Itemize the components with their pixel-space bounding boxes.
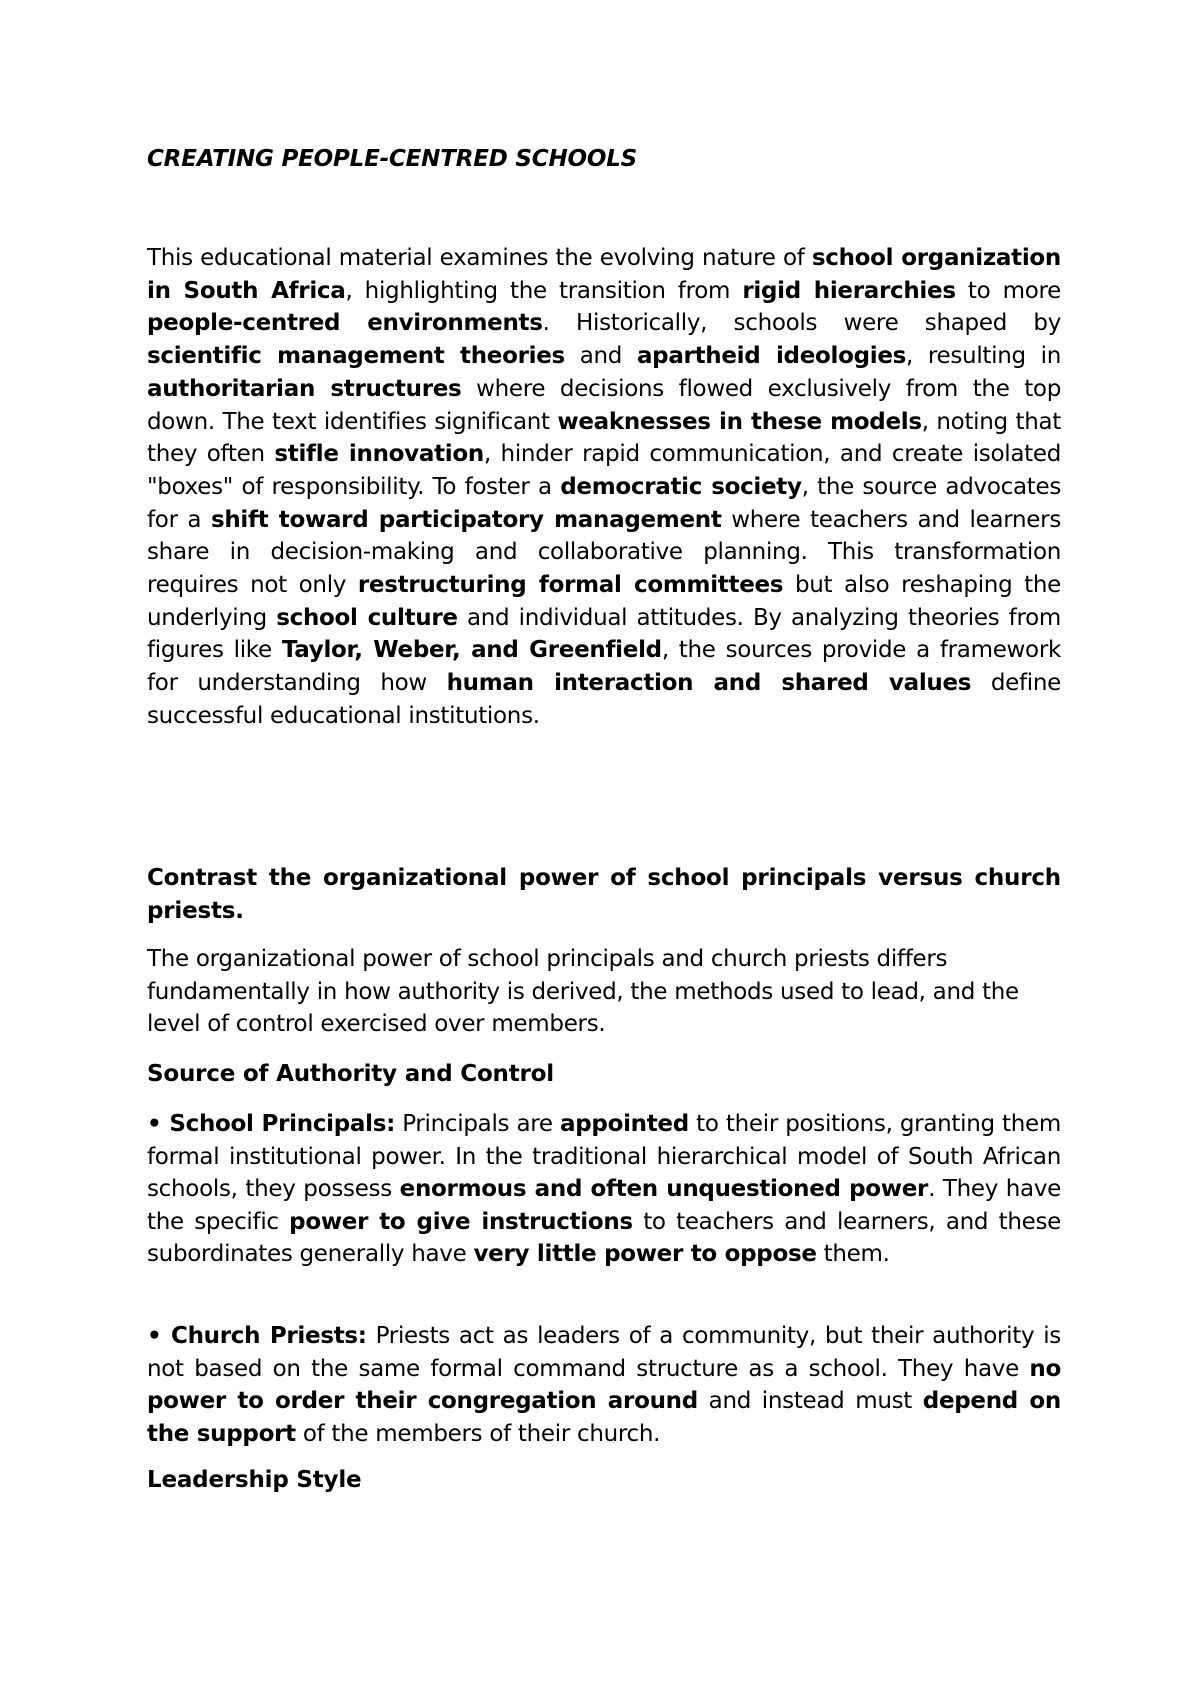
bold-text-run: apartheid ideologies <box>636 343 907 370</box>
text-run: , the source advocates for a <box>147 473 1061 533</box>
summary-paragraph <box>147 242 1061 733</box>
text-run: define successful educational institutions. <box>147 670 1062 729</box>
text-run: . Historically, schools were shaped by <box>542 310 1062 337</box>
question-heading: Contrast the organizational power of school principals versus church priests. <box>147 865 1061 924</box>
bold-text-run: very little power to oppose <box>473 1241 817 1267</box>
bold-text-run: • Church Priests: <box>147 1323 367 1349</box>
text-run: This educational material examines the evolving nature of <box>147 245 812 271</box>
bold-text-run: stifle innovation <box>274 441 484 468</box>
text-run: and instead must <box>697 1388 923 1414</box>
bold-text-run: • School Principals: <box>147 1111 395 1137</box>
bold-text-run: restructuring formal committees <box>357 572 784 599</box>
bullet-principals <box>147 1108 1061 1271</box>
bold-text-run: power to give instructions <box>289 1208 633 1235</box>
text-run: where teachers and learners share in decision-making and collaborative planning. This transformation requires not only <box>147 506 1061 599</box>
text-run: Principals are <box>394 1111 561 1137</box>
text-run: to their positions, granting them formal institutional power. In the traditional hierarchical model of South African schools, they possess <box>147 1111 1061 1202</box>
text-run: where decisions flowed exclusively from the top down. The text identifies significant <box>147 375 1061 435</box>
text-run: , the sources provide a framework for understanding how <box>147 637 1062 697</box>
section-heading-authority: Source of Authority and Control <box>147 1061 554 1087</box>
bold-text-run: enormous and often unquestioned power <box>399 1176 929 1202</box>
bold-text-run: authoritarian structures <box>147 375 462 402</box>
bold-text-run: school organization in South Africa <box>147 245 1061 304</box>
text-run: them. <box>816 1241 890 1267</box>
text-run: of the members of their church. <box>295 1420 661 1447</box>
answer-intro-paragraph: The organizational power of school principals and church priests differs fundamentally in how authority is derived, the methods used to lead, and the level of control exercised over members. <box>147 946 1019 1037</box>
section-heading-leadership: Leadership Style <box>147 1467 362 1493</box>
bold-text-run: weaknesses in these models <box>557 408 922 435</box>
text-run: to more <box>955 277 1061 304</box>
text-run: and <box>564 343 637 370</box>
text-run: and individual attitudes. By analyzing theories from figures like <box>147 604 1061 664</box>
bold-text-run: no power to order their congregation around <box>147 1355 1061 1414</box>
text-run: , noting that they often <box>147 408 1061 468</box>
bold-text-run: appointed <box>560 1111 689 1137</box>
bold-text-run: school culture <box>276 604 458 631</box>
text-run: , highlighting the transition from <box>345 277 743 304</box>
text-run: , resulting in <box>906 343 1061 370</box>
bold-text-run: shift toward participatory management <box>210 506 722 533</box>
bold-text-run: scientific management theories <box>147 343 565 370</box>
bold-text-run: democratic society <box>560 473 802 500</box>
text-run: to teachers and learners, and these subordinates generally have <box>147 1208 1061 1267</box>
bold-text-run: depend on the support <box>147 1388 1061 1447</box>
bold-text-run: human interaction and shared values <box>446 670 972 697</box>
bold-text-run: Taylor, Weber, and Greenfield <box>281 637 662 664</box>
text-run: . They have the specific <box>147 1176 1061 1235</box>
document-title: CREATING PEOPLE-CENTRED SCHOOLS <box>147 146 638 172</box>
text-run: , hinder rapid communication, and create isolated "boxes" of responsibility. To foster a <box>147 441 1061 500</box>
text-run: Priests act as leaders of a community, but their authority is not based on the same formal command structure as a school. They have <box>147 1323 1061 1382</box>
bold-text-run: people-centred environments <box>147 310 543 337</box>
bold-text-run: rigid hierarchies <box>742 277 956 304</box>
text-run: but also reshaping the underlying <box>147 572 1061 631</box>
bullet-priests <box>147 1320 1061 1450</box>
